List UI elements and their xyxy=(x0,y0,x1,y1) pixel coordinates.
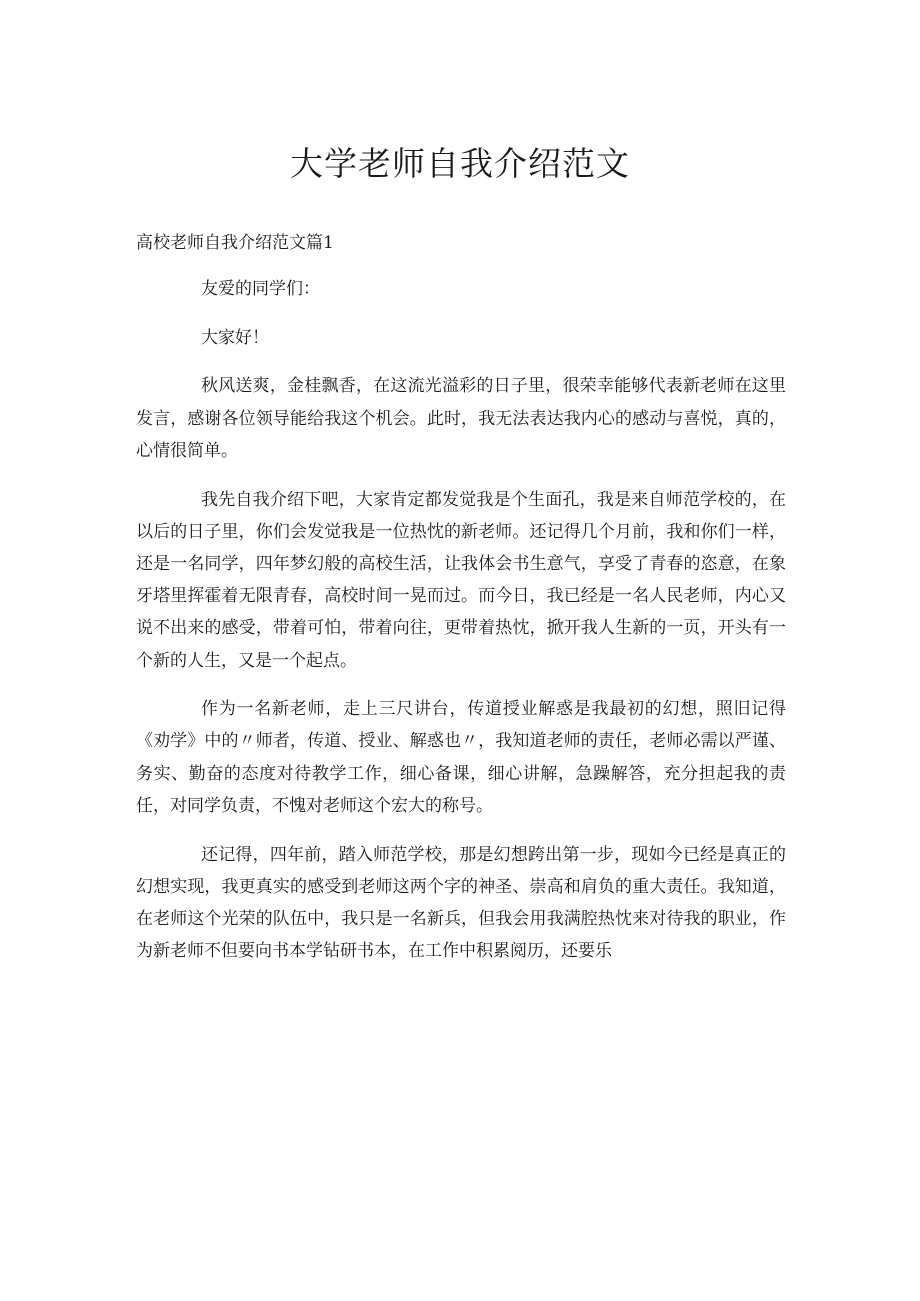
paragraph: 秋风送爽，金桂飘香，在这流光溢彩的日子里，很荣幸能够代表新老师在这里发言，感谢各位领导能给我这个机会。此时，我无法表达我内心的感动与喜悦，真的，心情很简单。 xyxy=(136,376,786,461)
document-body xyxy=(136,273,786,967)
salutation: 友爱的同学们： xyxy=(201,279,320,299)
document-title: 大学老师自我介绍范文 xyxy=(290,144,630,183)
document-subtitle: 高校老师自我介绍范文篇1 xyxy=(136,233,334,253)
paragraph: 我先自我介绍下吧，大家肯定都发觉我是个生面孔，我是来自师范学校的，在以后的日子里，你们会发觉我是一位热忱的新老师。还记得几个月前，我和你们一样，还是一名同学，四年梦幻般的高校生活，让我体会书生意气，享受了青春的恣意，在象牙塔里挥霍着无限青春，高校时间一晃而过。而今日，我已经是一名人民老师，内心又说不出来的感受，带着可怕，带着向往，更带着热忱，掀开我人生新的一页，开头有一个新的人生，又是一个起点。 xyxy=(136,489,786,671)
paragraph: 还记得，四年前，踏入师范学校，那是幻想跨出第一步，现如今已经是真正的幻想实现，我更真实的感受到老师这两个字的神圣、崇高和肩负的重大责任。我知道，在老师这个光荣的队伍中，我只是一名新兵，但我会用我满腔热忱来对待我的职业，作为新老师不但要向书本学钻研书本，在工作中积累阅历，还要乐 xyxy=(136,844,786,962)
greeting: 大家好！ xyxy=(201,327,269,348)
paragraph: 作为一名新老师，走上三尺讲台，传道授业解惑是我最初的幻想，照旧记得《劝学》中的〃师者，传道、授业、解惑也〃，我知道老师的责任，老师必需以严谨、务实、勤奋的态度对待教学工作，细心备课，细心讲解，急躁解答，充分担起我的责任，对同学负责，不愧对老师这个宏大的称号。 xyxy=(136,699,786,816)
